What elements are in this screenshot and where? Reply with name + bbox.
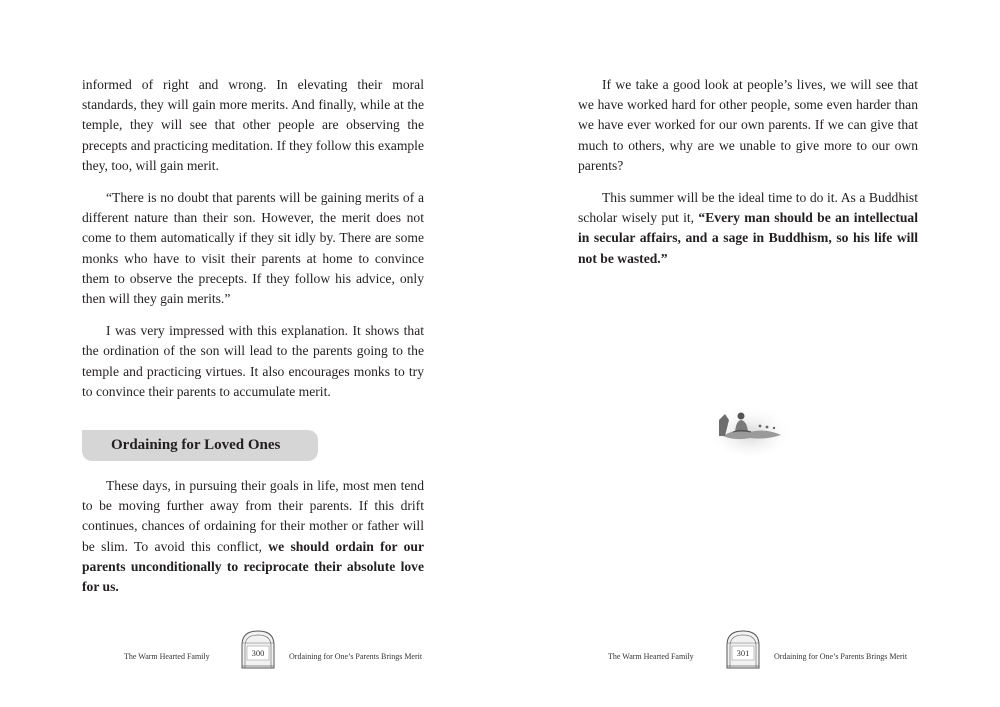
right-footer	[500, 629, 1000, 669]
footer-book-title: The Warm Hearted Family	[608, 652, 694, 661]
footer-chapter-title: Ordaining for One’s Parents Brings Merit	[774, 652, 908, 661]
section-body-text	[82, 476, 424, 609]
paragraph-plain: These days, in pursuing their goals in life, most men tend to be moving further away from their parents. If this drift continues, chances of ordaining for their mother or father will be slim. To avoid this conflict,	[82, 478, 424, 554]
paragraph: I was very impressed with this explanation. It shows that the ordination of the son will lead to the parents going to the temple and practicing virtues. It also encourages monks to try to convince their parents to accumulate merit.	[82, 323, 424, 399]
paragraph: “There is no doubt that parents will be gaining merits of a different nature than their son. However, the merit does not come to them automatically if they sit idly by. There are some monks who have to visit their parents at home to convince them to observe the precepts. If they follow his advice, only then will they gain merits.”	[82, 190, 424, 307]
section-heading: Ordaining for Loved Ones	[82, 430, 318, 461]
paragraph	[82, 476, 424, 597]
right-body-text	[578, 75, 918, 281]
paragraph-plain: This summer will be the ideal time to do it. As a Buddhist scholar wisely put it,	[578, 190, 918, 226]
paragraph-bold: we should ordain for our parents unconditionally to reciprocate their absolute love for us.	[82, 538, 425, 595]
quote-bold: “Every man should be an intellectual in secular affairs, and a sage in Buddhism, so his life will not be wasted.”	[578, 210, 918, 266]
page-number: 301	[736, 648, 750, 658]
paragraph	[578, 188, 918, 269]
right-page	[500, 0, 1000, 707]
left-footer	[0, 629, 500, 669]
footer-chapter-title: Ordaining for One’s Parents Brings Merit	[289, 652, 423, 661]
monk-meditating-illustration	[705, 380, 795, 460]
left-body-text	[82, 75, 424, 414]
page-number-badge	[238, 629, 278, 669]
paragraph: If we take a good look at people’s lives, we will see that we have worked hard for other people, some even harder than we have ever worked for our own parents. If we can give that much to others, why are we unable to give more to our own parents?	[578, 77, 918, 173]
monk-meditating-icon	[705, 380, 795, 460]
footer-book-title: The Warm Hearted Family	[124, 652, 210, 661]
page-number: 300	[251, 648, 265, 658]
page-number-badge	[723, 629, 763, 669]
paragraph: informed of right and wrong. In elevating their moral standards, they will gain more merits. And finally, while at the temple, they will see that other people are observing the precepts and practicing meditation. If they follow this example they, too, will gain merit.	[82, 77, 424, 173]
